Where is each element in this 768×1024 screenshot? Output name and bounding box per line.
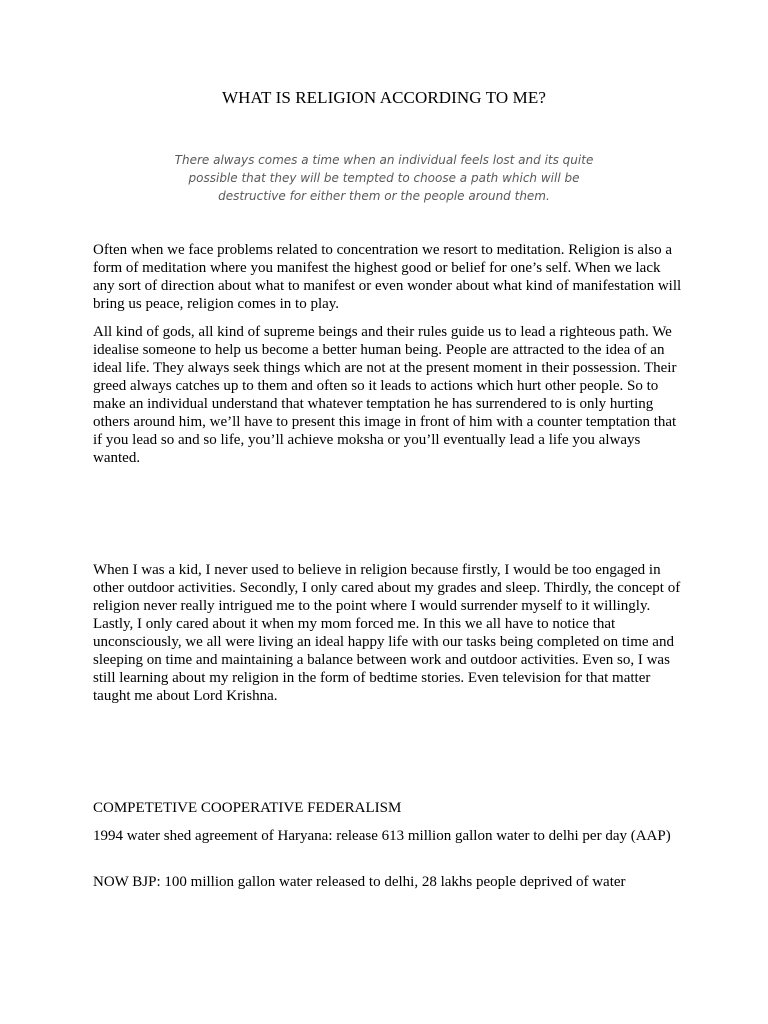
body-paragraph-3: When I was a kid, I never used to believe in religion because firstly, I would be too engaged in other outdoor activities. Secondly, I only cared about my grades and sleep. Thirdly, the concept of religion never really intrigued me to the point where I would surrender myself to it willingly. Lastly, I only cared about it when my mom forced me. In this we all have to notice that unconsciously, we all were living an ideal happy life with our tasks being completed on time and sleeping on time and maintaining a balance between work and outdoor activities. Even so, I was still learning about my religion in the form of bedtime stories. Even television for that matter taught me about Lord Krishna. (93, 562, 681, 704)
body-paragraph-2: All kind of gods, all kind of supreme beings and their rules guide us to lead a righteous path. We idealise someone to help us become a better human being. People are attracted to the idea of an ideal life. They always seek things which are not at the present moment in their possession. Their greed always catches up to them and often so it leads to actions which hurt other people. So to make an individual understand that whatever temptation he has surrendered to is only hurting others around him, we’ll have to present this image in front of him with a counter temptation that if you lead so and so life, you’ll achieve moksha or you’ll eventually lead a life you always wanted. (93, 324, 677, 466)
document-title: WHAT IS RELIGION ACCORDING TO ME? (222, 88, 546, 107)
note-line-1: 1994 water shed agreement of Haryana: release 613 million gallon water to delhi per day (AAP) (93, 828, 671, 844)
epigraph-quote: There always comes a time when an individual feels lost and its quite possible that they will be tempted to choose a path which will be destructive for either them or the people around them. (174, 153, 594, 203)
note-line-2: NOW BJP: 100 million gallon water released to delhi, 28 lakhs people deprived of water (93, 874, 626, 890)
body-paragraph-1: Often when we face problems related to concentration we resort to meditation. Religion is also a form of meditation where you manifest the highest good or belief for one’s self. When we lack any sort of direction about what to manifest or even wonder about what kind of manifestation will bring us peace, religion comes in to play. (93, 242, 682, 312)
section-heading: COMPETETIVE COOPERATIVE FEDERALISM (93, 800, 402, 816)
